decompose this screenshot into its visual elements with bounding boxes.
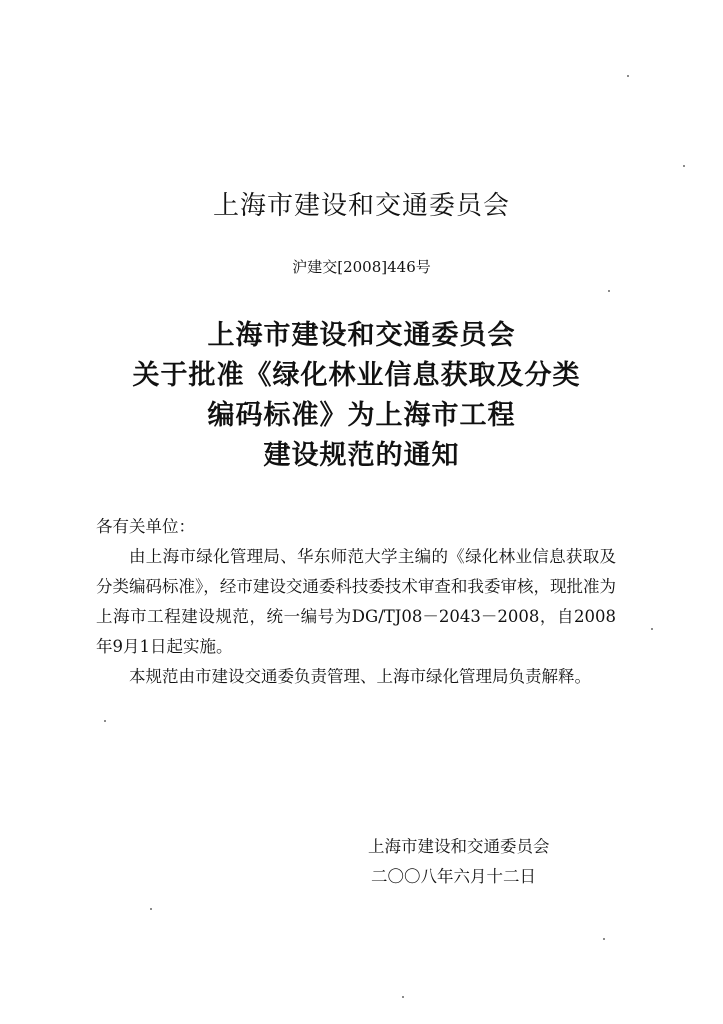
document-number: 沪建交[2008]446号 xyxy=(292,258,431,276)
signature-organization: 上海市建设和交通委员会 xyxy=(368,837,550,856)
signature-block xyxy=(368,832,550,892)
title-line: 上海市建设和交通委员会 xyxy=(207,320,516,351)
scan-speck xyxy=(150,908,152,910)
scan-speck xyxy=(402,996,404,998)
body-paragraph: 本规范由市建设交通委负责管理、上海市绿化管理局负责解释。 xyxy=(129,667,591,686)
body-paragraph: 由上海市绿化管理局、华东师范大学主编的《绿化林业信息获取及分类编码标准》，经市建设交通委科技委技术审查和我委审核，现批准为上海市工程建设规范，统一编号为DG/TJ08－2043－2008，自2008年9月1日起实施。 xyxy=(96,547,616,656)
title-line: 编码标准》为上海市工程 xyxy=(207,400,516,431)
notice-body xyxy=(96,512,616,692)
notice-title xyxy=(0,316,723,476)
issuer-heading: 上海市建设和交通委员会 xyxy=(212,191,510,221)
signature-date: 二〇〇八年六月十二日 xyxy=(371,867,536,886)
scan-speck xyxy=(603,938,605,940)
title-line: 建设规范的通知 xyxy=(263,440,460,471)
scan-speck xyxy=(608,290,610,292)
scan-speck xyxy=(651,628,653,630)
scan-speck xyxy=(104,720,106,722)
salutation: 各有关单位： xyxy=(96,517,195,536)
scan-speck xyxy=(683,165,685,167)
scan-speck xyxy=(627,75,629,77)
title-line: 关于批准《绿化林业信息获取及分类 xyxy=(132,360,581,391)
